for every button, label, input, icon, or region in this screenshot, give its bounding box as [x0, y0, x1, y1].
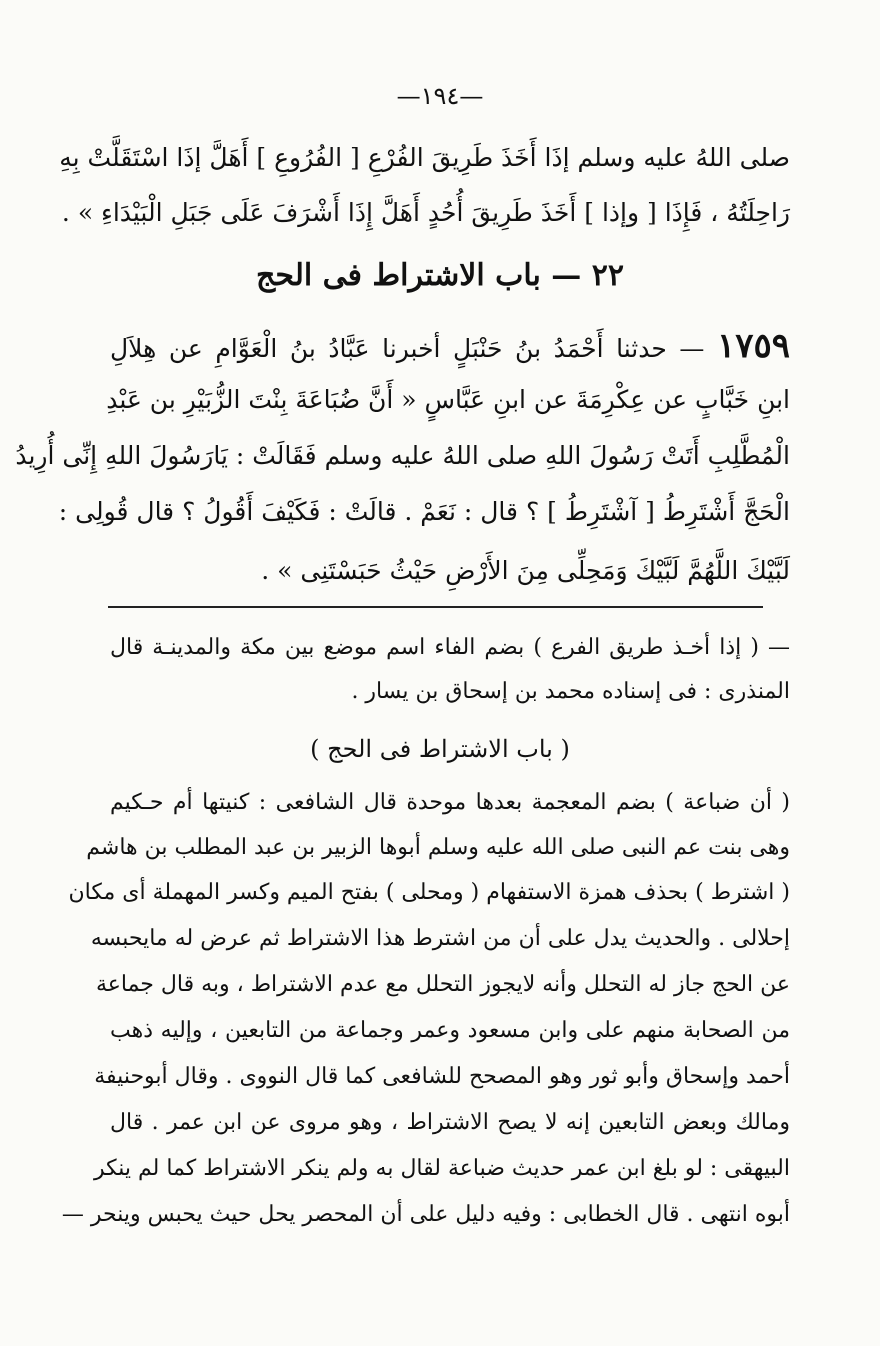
hadith-first-line	[110, 326, 790, 366]
note-line: ومالك وبعض التابعين إنه لا يصح الاشتراط ، وهو مروى عن ابن عمر . قال	[110, 1110, 790, 1135]
note-line: إحلالى . والحديث يدل على أن من اشترط هذا الاشتراط ثم عرض له مايحبسه	[90, 926, 790, 951]
page-number: —١٩٤—	[396, 82, 484, 110]
note-line: — ( إذا أخـذ طريق الفرع ) بضم الفاء اسم موضع بين مكة والمدينـة قال	[110, 635, 790, 660]
note-line: البيهقى : لو بلغ ابن عمر حديث ضباعة لقال به ولم ينكر الاشتراط كما لم ينكر	[93, 1156, 790, 1181]
note-line: ( اشترط ) بحذف همزة الاستفهام ( ومحلى ) بفتح الميم وكسر المهملة أى مكان	[68, 880, 790, 905]
hadith-line: ابنِ خَبَّابٍ عن عِكْرِمَةَ عن ابنِ عَبَّاسٍ « أَنَّ ضُبَاعَةَ بِنْتَ الزُّبَيْرِ بن عَبْدِ	[106, 385, 790, 414]
hadith-line: لَبَّيْكَ اللَّهُمَّ لَبَّيْكَ وَمَحِلِّى مِنَ الأَرْضِ حَيْثُ حَبَسْتَنِى » .	[261, 556, 790, 585]
hadith-line: الْحَجَّ أَشْتَرِطُ [ آشْتَرِطُ ] ؟ قال : نَعَمْ . قالَتْ : فَكَيْفَ أَقُولُ ؟ قال قُولِى :	[58, 497, 790, 526]
footnote-divider	[108, 606, 763, 608]
note-line: أبوه انتهى . قال الخطابى : وفيه دليل على أن المحصر يحل حيث يحبس وينحر —	[61, 1202, 790, 1227]
text-line: صلى اللهُ عليه وسلم إذَا أَخَذَ طَرِيقَ الفُرْعِ [ الفُرُوعِ ] أَهَلَّ إذَا اسْتَقَلَّتْ بِهِ	[59, 143, 790, 172]
note-line: المنذرى : فى إسناده محمد بن إسحاق بن يسار .	[351, 679, 790, 704]
note-line: عن الحج جاز له التحلل وأنه لايجوز التحلل مع عدم الاشتراط ، وبه قال جماعة	[95, 972, 790, 997]
note-line: من الصحابة منهم على وابن مسعود وعمر وجماعة من التابعين ، وإليه ذهب	[110, 1018, 790, 1043]
hadith-line: الْمُطَّلِبِ أَتَتْ رَسُولَ اللهِ صلى اللهُ عليه وسلم فَقَالَتْ : يَارَسُولَ اللهِ إِنِّى أُرِيدُ	[15, 441, 790, 470]
chapter-title: ٢٢ — باب الاشتراط فى الحج	[255, 258, 624, 293]
notes-heading: ( باب الاشتراط فى الحج )	[310, 735, 570, 763]
hadith-number: ١٧٥٩	[716, 326, 790, 366]
text-line: رَاحِلَتُهُ ، فَإِذَا [ وإذا ] أَخَذَ طَرِيقَ أُحُدٍ أَهَلَّ إِذَا أَشْرَفَ عَلَى جَبَلِ الْبَيْدَاءِ » .	[61, 198, 790, 227]
note-line: وهى بنت عم النبى صلى الله عليه وسلم أبوها الزبير بن عبد المطلب بن هاشم	[86, 835, 790, 860]
hadith-isnad: — حدثنا أَحْمَدُ بنُ حَنْبَلٍ أخبرنا عَبَّادُ بنُ الْعَوَّامِ عن هِلاَلِ	[110, 334, 705, 363]
note-line: ( أن ضباعة ) بضم المعجمة بعدها موحدة قال الشافعى : كنيتها أم حـكيم	[110, 790, 790, 815]
note-line: أحمد وإسحاق وأبو ثور وهو المصحح للشافعى كما قال النووى . وقال أبوحنيفة	[94, 1064, 790, 1089]
